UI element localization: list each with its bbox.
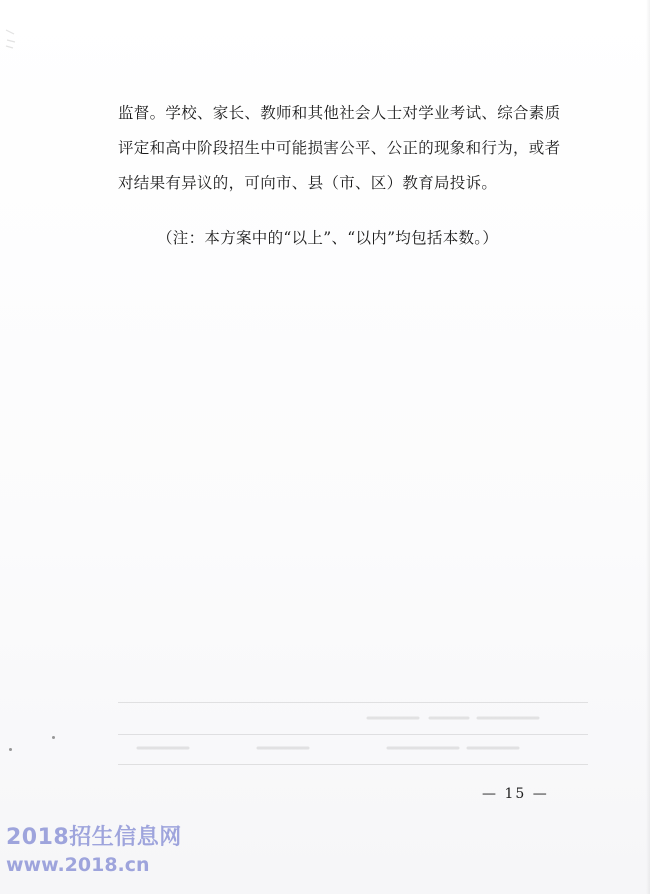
scan-corner-mark: [4, 28, 18, 50]
paragraph-line: 评定和高中阶段招生中可能损害公平、公正的现象和行为，或者: [118, 139, 561, 157]
watermark-url: www.2018.cn: [6, 854, 150, 876]
watermark-title: 2018招生信息网: [6, 825, 182, 850]
paragraph-line: 监督。学校、家长、教师和其他社会人士对学业考试、综合素质: [118, 104, 561, 122]
scan-speck: [52, 736, 55, 739]
note-text: （注：本方案中的“以上”、“以内”均包括本数。）: [157, 229, 499, 247]
site-watermark: [6, 824, 182, 878]
paragraph-line: 对结果有异议的，可向市、县（市、区）教育局投诉。: [118, 174, 498, 192]
bleed-through-footer: [118, 700, 588, 766]
page-number: — 15 —: [482, 786, 549, 802]
scan-edge-shadow: [646, 0, 650, 894]
body-paragraph: [118, 96, 598, 201]
scan-speck: [9, 748, 12, 751]
ghost-scribbles: [118, 700, 588, 766]
